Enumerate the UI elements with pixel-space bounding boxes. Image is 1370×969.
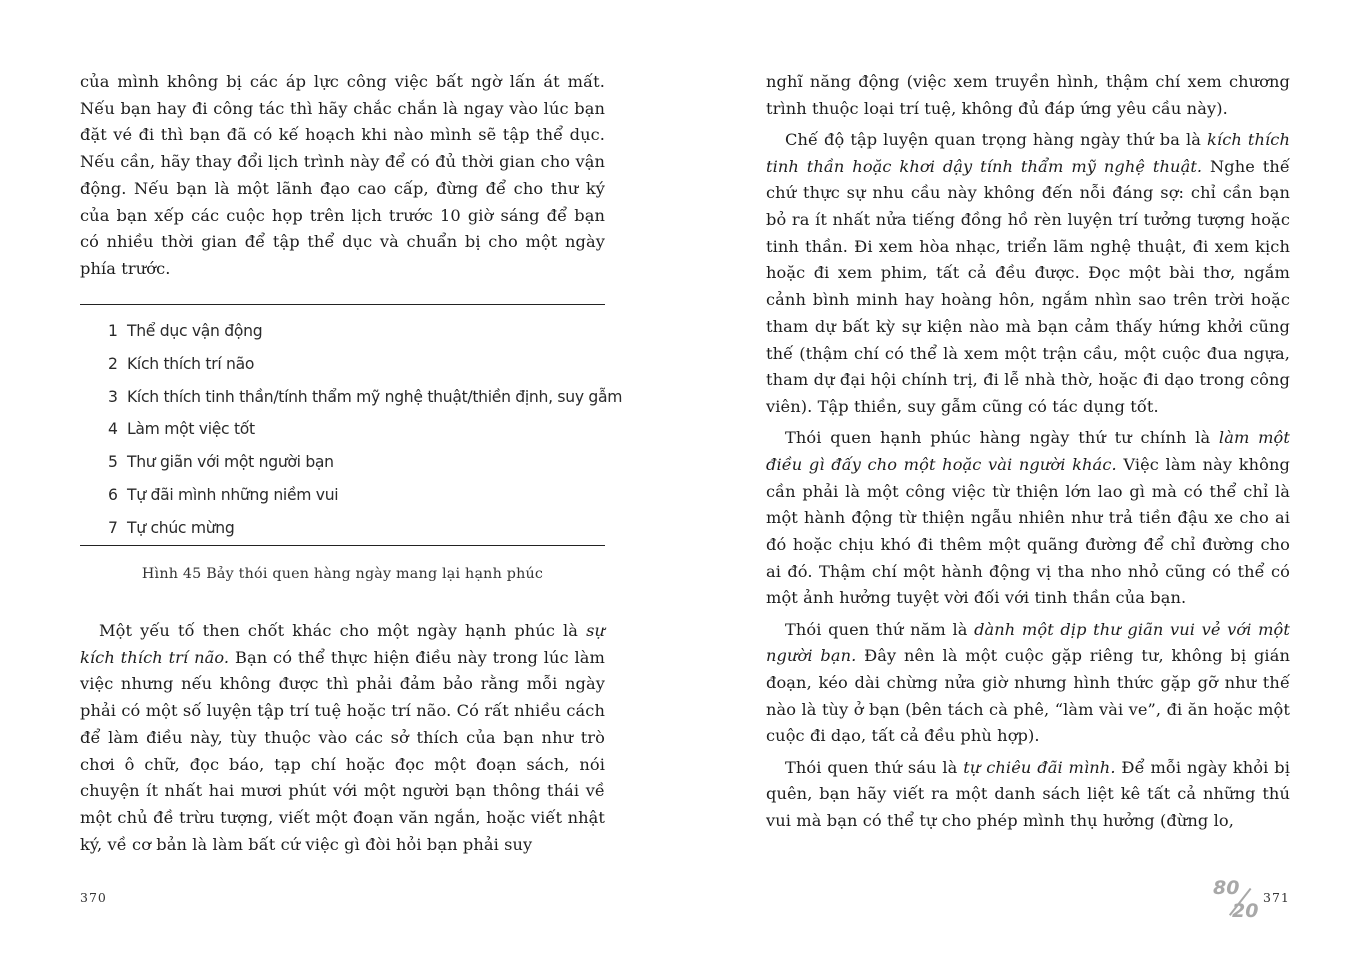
- habit-label: Tự đãi mình những niềm vui: [127, 485, 339, 504]
- logo-bottom-number: 20: [1232, 900, 1259, 922]
- figure-caption: Hình 45 Bảy thói quen hàng ngày mang lại hạnh phúc: [141, 566, 544, 582]
- text-run: Thói quen hạnh phúc hàng ngày thứ tư chính là: [785, 428, 1219, 448]
- page-number-left: 370: [80, 890, 107, 905]
- text-run: Để mỗi ngày khỏi bị quên, bạn hãy viết ra một danh sách liệt kê tất cả những thú vui mà bạn có thể tự cho phép mình thụ hưởng (đừng lo,: [766, 757, 1290, 830]
- habit-number: 7: [108, 518, 118, 537]
- page-number-right: 371: [1263, 890, 1290, 905]
- logo-top-number: 80: [1213, 877, 1240, 899]
- habit-number: 6: [108, 485, 118, 504]
- habit-label: Thể dục vận động: [127, 322, 263, 340]
- text-run: Thói quen thứ năm là: [785, 619, 975, 639]
- right-paragraph-1: nghĩ năng động (việc xem truyền hình, thậm chí xem chương trình thuộc loại trí tuệ, không đủ đáp ứng yêu cầu này).: [766, 72, 1290, 118]
- emphasis-text: sự kích thích trí não.: [80, 621, 605, 667]
- left-paragraph-1: của mình không bị các áp lực công việc bất ngờ lấn át mất. Nếu bạn hay đi công tác thì hãy chắc chắn là ngay vào lúc bạn đặt vé đi thì bạn đã có kế hoạch khi nào mình sẽ tập thể dục. Nếu cần, hãy thay đổi lịch trình này để có đủ thời gian cho vận động. Nếu bạn là một lãnh đạo cao cấp, đừng để cho thư ký của bạn xếp các cuộc họp trên lịch trước 10 giờ sáng để bạn có nhiều thời gian để tập thể dục và chuẩn bị cho một ngày phía trước.: [80, 72, 605, 278]
- text-run: Đây nên là một cuộc gặp riêng tư, không bị gián đoạn, kéo dài chừng nửa giờ nhưng hình thức gặp gỡ như thế nào là tùy ở bạn (bên tách cà phê, “làm vài ve”, đi ăn hoặc một cuộc đi dạo, tất cả đều phù hợp).: [766, 646, 1290, 746]
- right-paragraph-3: [766, 425, 1290, 612]
- text-run: Bạn có thể thực hiện điều này trong lúc làm việc nhưng nếu không được thì phải đảm bảo rằng mỗi ngày phải có một số luyện tập trí tuệ hoặc trí não. Có rất nhiều cách để làm điều này, tùy thuộc vào các sở thích của bạn như trò chơi ô chữ, đọc báo, tạp chí hoặc đọc một đoạn sách, nói chuyện ít nhất hai mươi phút với một người bạn thông thái về một chủ đề trừu tượng, viết một đoạn văn ngắn, hoặc viết nhật ký, về cơ bản là làm bất cứ việc gì đòi hỏi bạn phải suy: [80, 647, 605, 854]
- habit-label: Thư giãn với một người bạn: [127, 453, 334, 472]
- habit-label: Tự chúc mừng: [127, 518, 235, 537]
- habit-number: 1: [108, 322, 118, 340]
- left-page-lower: [80, 0, 623, 969]
- habit-number: 2: [108, 354, 118, 373]
- right-paragraph-2: [766, 127, 1290, 421]
- right-paragraph-4: [766, 617, 1290, 751]
- text-run: Chế độ tập luyện quan trọng hàng ngày thứ ba là: [785, 129, 1208, 149]
- emphasis-text: tự chiêu đãi mình.: [963, 757, 1116, 777]
- habit-label: Kích thích tinh thần/tính thẩm mỹ nghệ thuật/thiền định, suy gẫm: [127, 387, 623, 406]
- emphasis-text: kích thích tinh thần hoặc khơi dậy tính thẩm mỹ nghệ thuật.: [766, 129, 1290, 176]
- text-run: Việc làm này không cần phải là một công việc từ thiện lớn lao gì mà có thể chỉ là một hành động từ thiện ngẫu nhiên như trả tiền đậu xe cho ai đó hoặc chịu khó đi thêm một quãng đường để chỉ đường cho ai đó. Thậm chí một hành động vị tha nho nhỏ cũng có thể có một ảnh hưởng tuyệt vời đối với tinh thần của bạn.: [766, 454, 1290, 608]
- text-run: Thói quen thứ sáu là: [785, 757, 964, 777]
- emphasis-text: dành một dịp thư giãn vui vẻ với một người bạn.: [766, 619, 1290, 666]
- habit-number: 4: [108, 420, 118, 439]
- left-paragraph-2: [80, 618, 605, 858]
- text-run: Một yếu tố then chốt khác cho một ngày hạnh phúc là: [99, 621, 587, 640]
- habit-label: Kích thích trí não: [127, 354, 255, 373]
- right-paragraph-5: [766, 755, 1290, 835]
- habit-number: 5: [108, 453, 118, 472]
- right-page: [766, 0, 1290, 835]
- habit-number: 3: [108, 387, 118, 406]
- habit-label: Làm một việc tốt: [127, 420, 255, 439]
- emphasis-text: làm một điều gì đấy cho một hoặc vài người khác.: [766, 428, 1291, 474]
- text-run: Nghe thế chứ thực sự nhu cầu này không đến nỗi đáng sợ: chỉ cần bạn bỏ ra ít nhất nửa tiếng đồng hồ rèn luyện trí tưởng tượng hoặc tinh thần. Đi xem hòa nhạc, triển lãm nghệ thuật, đi xem kịch hoặc đi xem phim, tất cả đều được. Đọc một bài thơ, ngắm cảnh bình minh hay hoàng hôn, ngắm nhìn sao trên trời hoặc tham dự bất kỳ sự kiện nào mà bạn cảm thấy hứng khởi cũng thế (thậm chí có thể là xem một trận cầu, một cuộc đua ngựa, tham dự đại hội chính trị, đi lễ nhà thờ, hoặc đi dạo trong công viên). Tập thiền, suy gẫm cũng có tác dụng tốt.: [766, 156, 1290, 416]
- book-logo: [1210, 877, 1266, 925]
